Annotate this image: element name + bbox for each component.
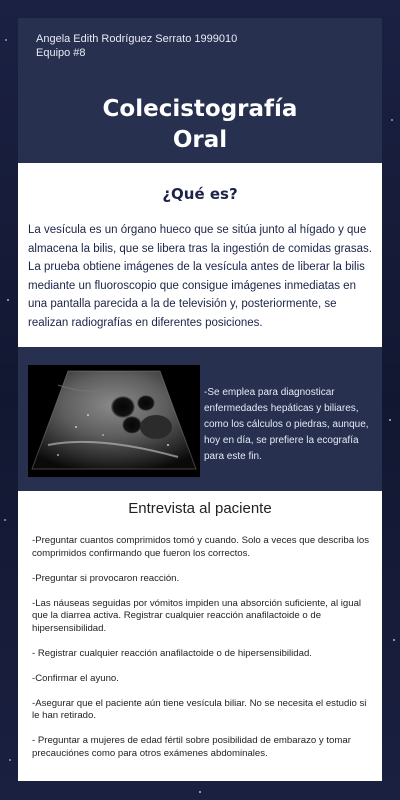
interview-list (32, 535, 376, 773)
definition-text: La vesícula es un órgano hueco que se sitúa junto al hígado y que almacena la bilis, que se libera tras la ingestión de comidas grasas. La prueba obtiene imágenes de la vesícula antes de liberar la bilis mediante un fluoroscopio que consigue imágenes inmediatas en una pantalla parecida a la de televisión y, posteriormente, se realizan radiografías en diferentes posiciones. (28, 224, 372, 329)
team-number: Equipo #8 (36, 47, 86, 59)
usage-text: -Se emplea para diagnosticar enfermedades hepáticas y biliares, como los cálculos o piedras, aunque, hoy en día, se prefiere la ecografía para este fin. (204, 387, 369, 462)
list-item: -Las náuseas seguidas por vómitos impiden una absorción suficiente, al igual que la diarrea activa. Registrar cualquier reacción anafilactoide o de hipersensibilidad. (32, 597, 362, 634)
list-item: -Asegurar que el paciente aún tiene vesícula biliar. No se necesita el estudio si le han retirado. (32, 697, 367, 721)
list-item: - Registrar cualquier reacción anafilactoide o de hipersensibilidad. (32, 647, 312, 659)
page-title (18, 94, 382, 156)
title-line-2: Oral (172, 127, 228, 153)
list-item: - Preguntar a mujeres de edad fértil sobre posibilidad de embarazo y tomar precauciónes como para otros exámenes abdominales. (32, 735, 351, 759)
list-item: -Preguntar cuantos comprimidos tomó y cuando. Solo a veces que describa los comprimidos confirmando que fueron los correctos. (32, 535, 370, 559)
interview-section (18, 491, 382, 781)
author-info (36, 32, 237, 60)
list-item: -Confirmar el ayuno. (32, 672, 119, 684)
definition-heading: ¿Qué es? (162, 185, 238, 203)
definition-section (18, 163, 382, 347)
header-panel (18, 18, 382, 163)
interview-heading: Entrevista al paciente (128, 500, 272, 517)
title-line-1: Colecistografía (102, 96, 298, 122)
list-item: -Preguntar si provocaron reacción. (32, 572, 180, 584)
author-name: Angela Edith Rodríguez Serrato 1999010 (36, 33, 238, 45)
usage-section (18, 347, 382, 491)
ultrasound-image (28, 365, 200, 477)
